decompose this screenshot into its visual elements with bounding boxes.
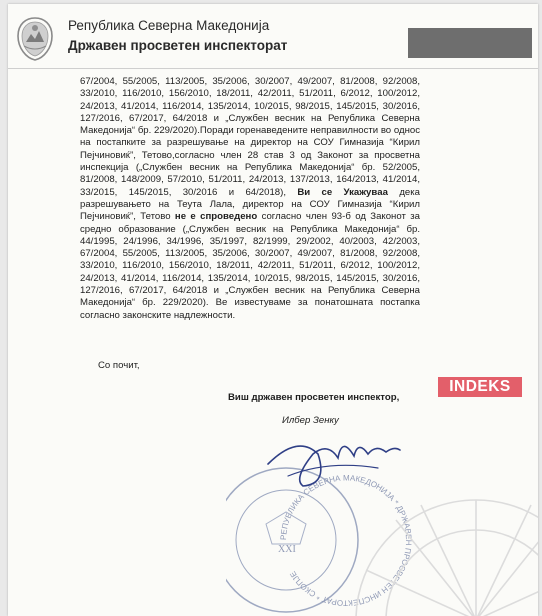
signatory-title: Виш државен просветен инспектор, (228, 392, 400, 403)
body-text-2: дека разрешувањето на Теута Лала, директор на СОУ Гимназија “Кирил Пејчиновиќ”, Тетово (80, 186, 420, 223)
header-institution: Државен просветен инспекторат (68, 38, 288, 53)
handwritten-signature (258, 424, 408, 494)
body-text-1: 67/2004, 55/2005, 113/2005, 35/2006, 30/2007, 49/2007, 81/2008, 92/2008, 33/2010, 116/2010, 156/2010, 18/2011, 42/2011, 51/2011, 6/2012, 100/2012, 24/2013, 41/2014, 116/2014, 135/2014, 10/2015, 98/2015, 145/2015, 30/2016, 127/2016, 67/2017, 64/2018 и „Службен весник на Република Северна Македонија“ бр. 229/2020).Поради горенаведените неправилности во однос на постапките за разрешување на директор на СОУ Гимназија “Кирил Пејчиновиќ”, Тетово,согласно член 28 став 3 од Законот за просветна инспекција („Службен весник на Република Македонија“ бр. 52/2005, 81/2008, 148/2009, 57/2010, 51/2011, 24/2013, 137/2013, 164/2013, 41/2014, 33/2015, 145/2015, 30/2016 и 64/2018), (80, 76, 420, 198)
background-emblem-watermark (356, 500, 538, 616)
document-page (8, 4, 538, 616)
header-country: Република Северна Македонија (68, 18, 270, 33)
issuer-header (68, 16, 287, 56)
letter-paragraph (80, 76, 420, 322)
closing-salutation: Со почит, (98, 360, 140, 371)
seal-number: XXI (278, 544, 296, 555)
redacted-block (408, 28, 532, 58)
body-bold-2: не е спроведено (174, 211, 258, 223)
seal-ring-text: РЕПУБЛИКА СЕВЕРНА МАКЕДОНИЈА * ДРЖАВЕН ПРОСВЕТЕН ИНСПЕКТОРАТ * СКОПЈЕ (278, 473, 414, 608)
header-divider (8, 68, 538, 69)
letter-body (80, 76, 420, 322)
indeks-watermark-badge: INDEKS (438, 377, 522, 397)
coat-of-arms-icon (14, 16, 56, 62)
signatory-name: Илбер Зенку (282, 415, 339, 426)
body-text-3: согласно член 93-б од Законот за средно образование („Службен весник на Република Македонија“ бр. 44/1995, 24/1996, 34/1996, 35/1997, 82/1999, 29/2002, 40/2003, 42/2003, 67/2004, 55/2005, 113/2005, 35/2006, 30/2007, 49/2007, 81/2008, 92/2008, 33/2010, 116/2010, 156/2010, 18/2011, 42/2011, 51/2011, 6/2012, 100/2012, 24/2013, 41/2014, 116/2014, 135/2014, 10/2015, 98/2015, 145/2015, 30/2016, 127/2016, 67/2017, 64/2018 и „Службен весник на Република Северна Македонија“ бр. 229/2020). Ве известуваме за понатошната постапка согласно законските надлежности. (80, 211, 420, 321)
body-bold-1: Ви се Укажувaa (297, 186, 388, 198)
